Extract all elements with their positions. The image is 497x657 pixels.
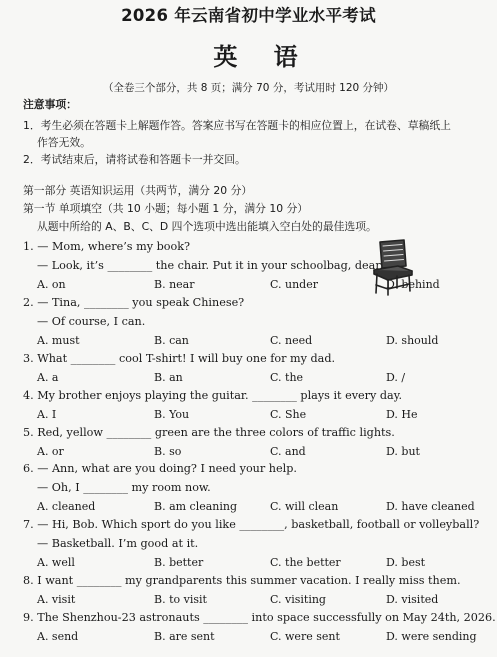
question-stem: 3. What ________ cool T-shirt! I will buy one for my dad. [23, 352, 336, 365]
option-a: A. a [37, 371, 59, 384]
option-c: C. visiting [270, 593, 326, 606]
option-b: B. to visit [154, 593, 207, 606]
question-stem: 6. — Ann, what are you doing? I need your help. [23, 462, 297, 475]
option-d: D. / [386, 371, 406, 384]
option-c: C. the better [270, 556, 341, 569]
option-c: C. the [270, 371, 304, 384]
option-d: D. should [386, 334, 439, 347]
question-reply: — Of course, I can. [37, 315, 146, 328]
option-b: B. are sent [154, 630, 215, 643]
section-title: 第一节 单项填空（共 10 小题；每小题 1 分，满分 10 分） [23, 202, 309, 215]
option-d: D. behind [386, 278, 440, 291]
option-c: C. She [270, 408, 307, 421]
question-stem: 9. The Shenzhou-23 astronauts ________ into space successfully on May 24th, 2026. [23, 611, 496, 624]
option-c: C. and [270, 445, 306, 458]
question-reply: — Basketball. I’m good at it. [37, 537, 199, 550]
option-a: A. or [37, 445, 64, 458]
note-item-1: 1．考生必须在答题卡上解题作答。答案应书写在答题卡的相应位置上，在试卷、草稿纸上 [23, 119, 451, 132]
option-a: A. well [37, 556, 75, 569]
option-c: C. will clean [270, 500, 339, 513]
note-item-2: 2．考试结束后，请将试卷和答题卡一并交回。 [23, 153, 246, 166]
option-b: B. near [154, 278, 195, 291]
option-a: A. cleaned [37, 500, 96, 513]
note-item-1-continued: 作答无效。 [37, 136, 91, 149]
question-stem: 7. — Hi, Bob. Which sport do you like ________, basketball, football or volleyball? [23, 518, 480, 531]
option-a: A. visit [37, 593, 76, 606]
option-d: D. best [386, 556, 426, 569]
question-stem: 4. My brother enjoys playing the guitar. ________ plays it every day. [23, 389, 403, 402]
option-d: D. were sending [386, 630, 477, 643]
option-d: D. visited [386, 593, 439, 606]
notes-heading: 注意事项： [23, 98, 77, 111]
option-a: A. on [37, 278, 66, 291]
option-b: B. better [154, 556, 204, 569]
option-b: B. can [154, 334, 189, 347]
subject-title: 英 语 [213, 43, 312, 71]
exam-info: （全卷三个部分，共 8 页；满分 70 分，考试用时 120 分钟） [102, 82, 395, 94]
question-stem: 1. — Mom, where’s my book? [23, 240, 191, 253]
option-c: C. under [270, 278, 318, 291]
option-a: A. must [37, 334, 80, 347]
option-b: B. am cleaning [154, 500, 238, 513]
question-stem: 8. I want ________ my grandparents this summer vacation. I really miss them. [23, 574, 461, 587]
option-a: A. send [37, 630, 79, 643]
section-instruction: 从题中所给的 A、B、C、D 四个选项中选出能填入空白处的最佳选项。 [37, 220, 377, 233]
part-title: 第一部分 英语知识运用（共两节，满分 20 分） [23, 184, 253, 197]
option-b: B. an [154, 371, 183, 384]
option-c: C. need [270, 334, 313, 347]
question-reply: — Look, it’s ________ the chair. Put it in your schoolbag, dear. [37, 259, 384, 272]
exam-title: 2026 年云南省初中学业水平考试 [121, 6, 376, 25]
option-b: B. so [154, 445, 182, 458]
question-stem: 2. — Tina, ________ you speak Chinese? [23, 296, 245, 309]
option-d: D. have cleaned [386, 500, 475, 513]
question-stem: 5. Red, yellow ________ green are the three colors of traffic lights. [23, 426, 395, 439]
option-b: B. You [154, 408, 190, 421]
option-d: D. He [386, 408, 418, 421]
option-d: D. but [386, 445, 420, 458]
option-a: A. I [37, 408, 57, 421]
question-reply: — Oh, I ________ my room now. [37, 481, 211, 494]
option-c: C. were sent [270, 630, 340, 643]
